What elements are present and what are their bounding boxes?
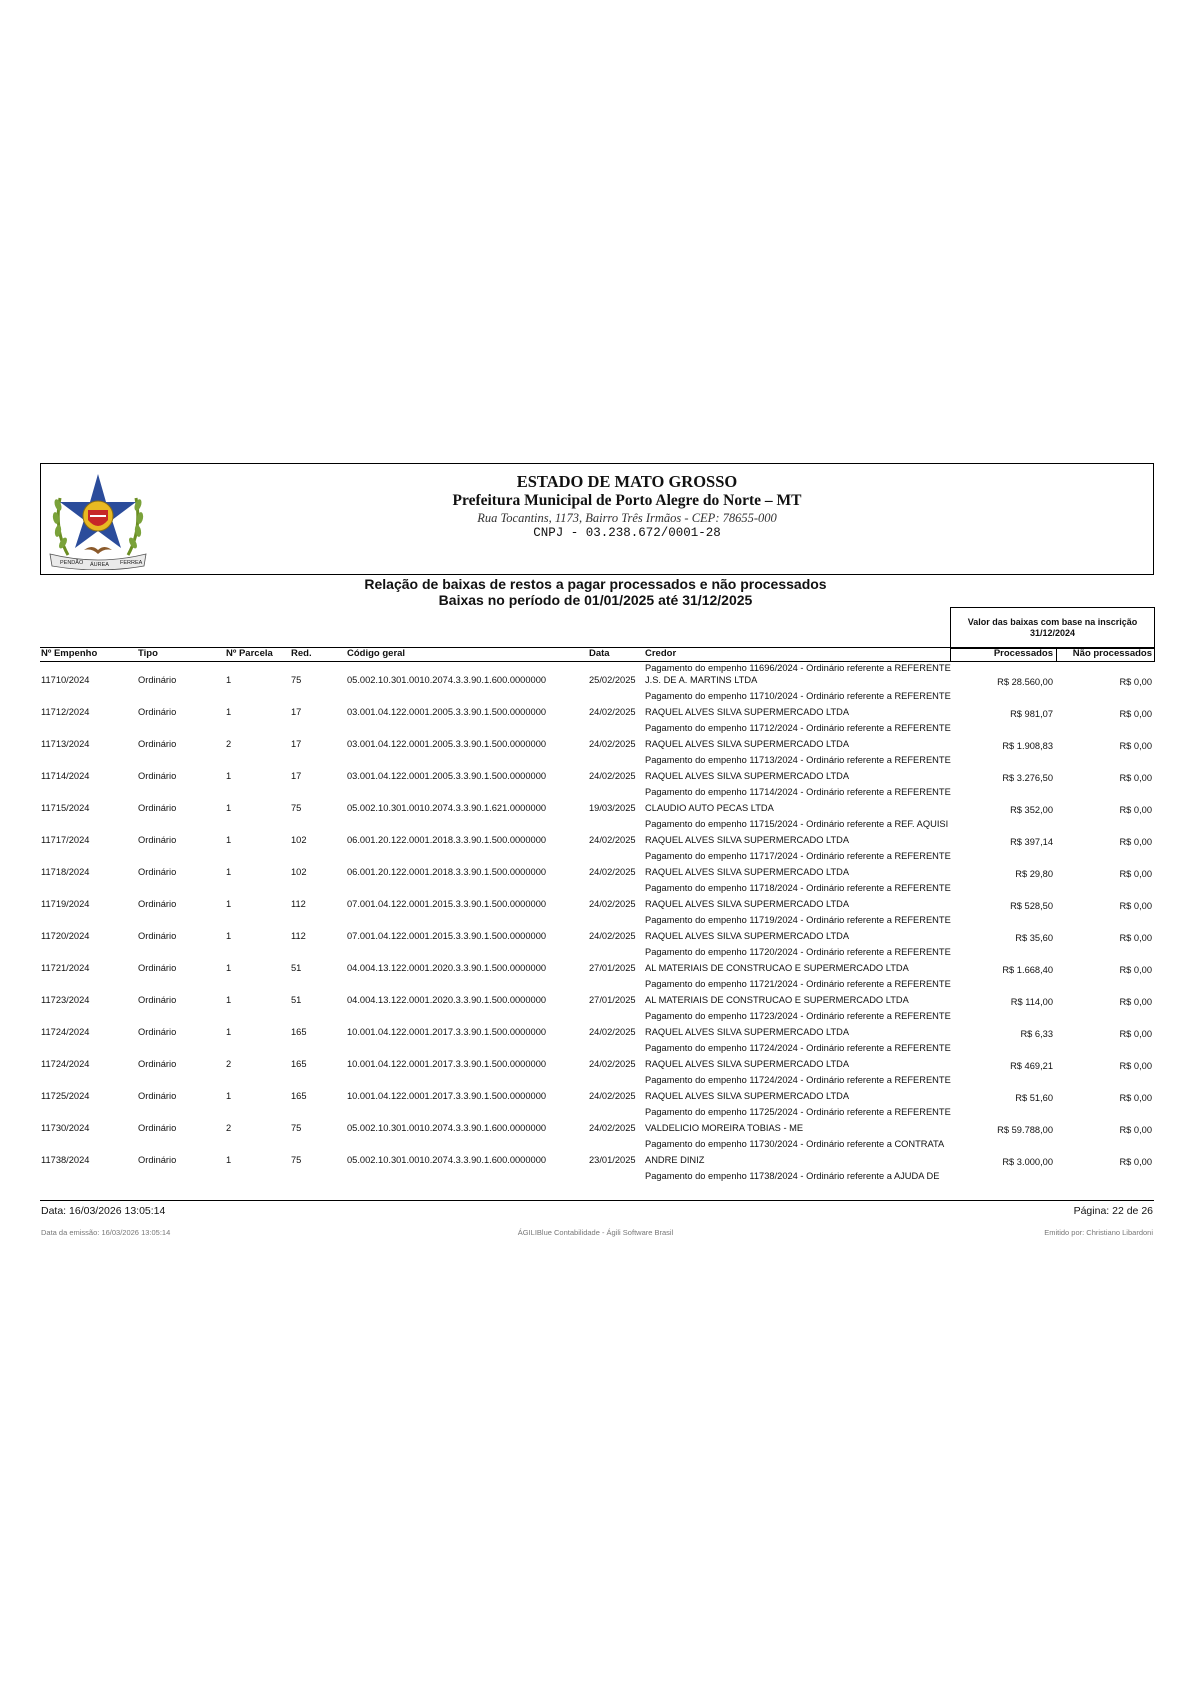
row-data: 25/02/2025: [589, 675, 636, 685]
col-codigo: Código geral: [347, 648, 406, 659]
row-red: 102: [291, 867, 307, 877]
row-parcela: 1: [226, 995, 232, 1005]
row-processados: R$ 28.560,00: [997, 677, 1053, 687]
footer-date: Data: 16/03/2026 13:05:14: [41, 1205, 166, 1217]
row-empenho: 11724/2024: [41, 1027, 90, 1037]
row-processados: R$ 397,14: [1010, 837, 1053, 847]
col-parcela: Nº Parcela: [226, 648, 273, 659]
row-credor: RAQUEL ALVES SILVA SUPERMERCADO LTDA: [645, 707, 850, 717]
row-tipo: Ordinário: [138, 931, 177, 941]
row-nao-processados: R$ 0,00: [1119, 869, 1152, 879]
row-parcela: 1: [226, 835, 232, 845]
row-nao-processados: R$ 0,00: [1119, 1029, 1152, 1039]
row-codigo: 03.001.04.122.0001.2005.3.3.90.1.500.0000000: [347, 739, 547, 749]
row-parcela: 2: [226, 739, 232, 749]
col-separator: [1056, 647, 1057, 662]
prefecture-name: Prefeitura Municipal de Porto Alegre do Norte – MT: [452, 492, 802, 509]
row-nao-processados: R$ 0,00: [1119, 933, 1152, 943]
row-nao-processados: R$ 0,00: [1119, 965, 1152, 975]
row-processados: R$ 6,33: [1020, 1029, 1053, 1039]
row-description: Pagamento do empenho 11710/2024 - Ordinário referente a REFERENTE: [645, 691, 951, 701]
row-red: 17: [291, 739, 302, 749]
row-credor: RAQUEL ALVES SILVA SUPERMERCADO LTDA: [645, 899, 850, 909]
row-description: Pagamento do empenho 11730/2024 - Ordinário referente a CONTRATA: [645, 1139, 945, 1149]
row-tipo: Ordinário: [138, 995, 177, 1005]
row-empenho: 11717/2024: [41, 835, 90, 845]
row-data: 24/02/2025: [589, 1027, 636, 1037]
address: Rua Tocantins, 1173, Bairro Três Irmãos - CEP: 78655-000: [477, 511, 777, 525]
value-box-line2: 31/12/2024: [1029, 628, 1076, 638]
row-codigo: 10.001.04.122.0001.2017.3.3.90.1.500.0000000: [347, 1091, 547, 1101]
row-red: 17: [291, 707, 302, 717]
row-red: 75: [291, 1155, 302, 1165]
row-data: 24/02/2025: [589, 931, 636, 941]
row-description: Pagamento do empenho 11715/2024 - Ordinário referente a REF. AQUISI: [645, 819, 949, 829]
row-red: 75: [291, 803, 302, 813]
row-parcela: 1: [226, 1027, 232, 1037]
row-red: 75: [291, 1123, 302, 1133]
row-nao-processados: R$ 0,00: [1119, 805, 1152, 815]
col-tipo: Tipo: [138, 648, 158, 659]
row-red: 51: [291, 995, 302, 1005]
row-credor: RAQUEL ALVES SILVA SUPERMERCADO LTDA: [645, 931, 850, 941]
row-processados: R$ 1.668,40: [1002, 965, 1053, 975]
row-data: 24/02/2025: [589, 1123, 636, 1133]
row-empenho: 11713/2024: [41, 739, 90, 749]
row-nao-processados: R$ 0,00: [1119, 1157, 1152, 1167]
row-nao-processados: R$ 0,00: [1119, 997, 1152, 1007]
row-empenho: 11710/2024: [41, 675, 90, 685]
row-credor: RAQUEL ALVES SILVA SUPERMERCADO LTDA: [645, 1027, 850, 1037]
row-tipo: Ordinário: [138, 803, 177, 813]
row-codigo: 04.004.13.122.0001.2020.3.3.90.1.500.0000000: [347, 963, 547, 973]
row-tipo: Ordinário: [138, 675, 177, 685]
banner-word-2: ÁUREA: [90, 562, 109, 568]
row-red: 102: [291, 835, 307, 845]
row-empenho: 11721/2024: [41, 963, 90, 973]
row-processados: R$ 3.000,00: [1002, 1157, 1053, 1167]
row-empenho: 11712/2024: [41, 707, 90, 717]
col-separator: [1154, 647, 1155, 662]
row-red: 17: [291, 771, 302, 781]
row-tipo: Ordinário: [138, 1155, 177, 1165]
row-description: Pagamento do empenho 11713/2024 - Ordinário referente a REFERENTE: [645, 755, 951, 765]
row-empenho: 11714/2024: [41, 771, 90, 781]
row-processados: R$ 528,50: [1010, 901, 1053, 911]
row-processados: R$ 3.276,50: [1002, 773, 1053, 783]
row-credor: VALDELICIO MOREIRA TOBIAS - ME: [645, 1123, 804, 1133]
row-description: Pagamento do empenho 11712/2024 - Ordinário referente a REFERENTE: [645, 723, 951, 733]
row-description: Pagamento do empenho 11721/2024 - Ordinário referente a REFERENTE: [645, 979, 951, 989]
row-parcela: 2: [226, 1059, 232, 1069]
footer-page: Página: 22 de 26: [1073, 1205, 1153, 1217]
row-tipo: Ordinário: [138, 899, 177, 909]
row-codigo: 03.001.04.122.0001.2005.3.3.90.1.500.0000000: [347, 707, 547, 717]
row-processados: R$ 981,07: [1010, 709, 1053, 719]
row-nao-processados: R$ 0,00: [1119, 709, 1152, 719]
row-data: 27/01/2025: [589, 963, 636, 973]
banner-word-3: FERREA: [120, 560, 143, 566]
row-data: 24/02/2025: [589, 739, 636, 749]
footer-rule: [40, 1200, 1154, 1201]
row-red: 51: [291, 963, 302, 973]
row-empenho: 11725/2024: [41, 1091, 90, 1101]
row-parcela: 1: [226, 963, 232, 973]
row-data: 19/03/2025: [589, 803, 636, 813]
row-red: 165: [291, 1059, 307, 1069]
row-codigo: 07.001.04.122.0001.2015.3.3.90.1.500.0000000: [347, 899, 547, 909]
col-separator: [950, 647, 951, 662]
row-codigo: 07.001.04.122.0001.2015.3.3.90.1.500.0000000: [347, 931, 547, 941]
row-tipo: Ordinário: [138, 739, 177, 749]
row-red: 165: [291, 1091, 307, 1101]
report-period: Baixas no período de 01/01/2025 até 31/12/2025: [438, 592, 753, 608]
row-processados: R$ 469,21: [1010, 1061, 1053, 1071]
row-tipo: Ordinário: [138, 1059, 177, 1069]
row-data: 24/02/2025: [589, 867, 636, 877]
row-credor: RAQUEL ALVES SILVA SUPERMERCADO LTDA: [645, 1059, 850, 1069]
value-box-header: [950, 607, 1155, 649]
row-data: 24/02/2025: [589, 771, 636, 781]
row-data: 24/02/2025: [589, 1091, 636, 1101]
state-name: ESTADO DE MATO GROSSO: [516, 472, 738, 491]
row-parcela: 1: [226, 931, 232, 941]
row-description: Pagamento do empenho 11719/2024 - Ordinário referente a REFERENTE: [645, 915, 951, 925]
row-description: Pagamento do empenho 11714/2024 - Ordinário referente a REFERENTE: [645, 787, 951, 797]
report-title: Relação de baixas de restos a pagar processados e não processados: [364, 576, 827, 592]
row-processados: R$ 1.908,83: [1002, 741, 1053, 751]
row-codigo: 05.002.10.301.0010.2074.3.3.90.1.600.0000000: [347, 1155, 547, 1165]
row-empenho: 11715/2024: [41, 803, 90, 813]
footer-emission: Data da emissão: 16/03/2026 13:05:14: [41, 1228, 171, 1237]
row-tipo: Ordinário: [138, 1091, 177, 1101]
row-parcela: 1: [226, 803, 232, 813]
row-red: 112: [291, 931, 306, 941]
row-credor: RAQUEL ALVES SILVA SUPERMERCADO LTDA: [645, 867, 850, 877]
row-data: 24/02/2025: [589, 899, 636, 909]
row-description: Pagamento do empenho 11720/2024 - Ordinário referente a REFERENTE: [645, 947, 951, 957]
row-tipo: Ordinário: [138, 963, 177, 973]
row-credor: ANDRE DINIZ: [645, 1155, 705, 1165]
row-processados: R$ 59.788,00: [997, 1125, 1053, 1135]
row-codigo: 03.001.04.122.0001.2005.3.3.90.1.500.0000000: [347, 771, 547, 781]
banner-word-1: PENDÃO: [60, 560, 84, 566]
row-parcela: 1: [226, 707, 232, 717]
col-credor: Credor: [645, 648, 677, 659]
row-description: Pagamento do empenho 11696/2024 - Ordinário referente a REFERENTE: [645, 663, 951, 673]
row-processados: R$ 114,00: [1010, 997, 1053, 1007]
row-nao-processados: R$ 0,00: [1119, 677, 1152, 687]
row-credor: RAQUEL ALVES SILVA SUPERMERCADO LTDA: [645, 1091, 850, 1101]
row-nao-processados: R$ 0,00: [1119, 741, 1152, 751]
row-parcela: 1: [226, 1091, 232, 1101]
row-nao-processados: R$ 0,00: [1119, 773, 1152, 783]
row-codigo: 06.001.20.122.0001.2018.3.3.90.1.500.0000000: [347, 867, 547, 877]
row-red: 165: [291, 1027, 307, 1037]
row-credor: AL MATERIAIS DE CONSTRUCAO E SUPERMERCADO LTDA: [645, 963, 909, 973]
row-tipo: Ordinário: [138, 1123, 177, 1133]
row-tipo: Ordinário: [138, 707, 177, 717]
row-codigo: 06.001.20.122.0001.2018.3.3.90.1.500.0000000: [347, 835, 547, 845]
cnpj: CNPJ - 03.238.672/0001-28: [533, 526, 721, 540]
row-credor: RAQUEL ALVES SILVA SUPERMERCADO LTDA: [645, 739, 850, 749]
row-tipo: Ordinário: [138, 835, 177, 845]
row-tipo: Ordinário: [138, 771, 177, 781]
row-data: 27/01/2025: [589, 995, 636, 1005]
row-data: 24/02/2025: [589, 1059, 636, 1069]
row-description: Pagamento do empenho 11718/2024 - Ordinário referente a REFERENTE: [645, 883, 951, 893]
header-rule-bottom: [40, 661, 1154, 662]
row-processados: R$ 51,60: [1015, 1093, 1053, 1103]
footer-software: ÁGILIBlue Contabilidade - Ágili Software Brasil: [517, 1228, 674, 1237]
row-nao-processados: R$ 0,00: [1119, 1093, 1152, 1103]
row-description: Pagamento do empenho 11724/2024 - Ordinário referente a REFERENTE: [645, 1075, 951, 1085]
row-red: 112: [291, 899, 306, 909]
row-codigo: 05.002.10.301.0010.2074.3.3.90.1.600.0000000: [347, 675, 547, 685]
row-parcela: 2: [226, 1123, 232, 1133]
row-parcela: 1: [226, 675, 232, 685]
row-nao-processados: R$ 0,00: [1119, 1125, 1152, 1135]
row-data: 24/02/2025: [589, 835, 636, 845]
row-nao-processados: R$ 0,00: [1119, 837, 1152, 847]
row-parcela: 1: [226, 867, 232, 877]
row-nao-processados: R$ 0,00: [1119, 901, 1152, 911]
row-codigo: 05.002.10.301.0010.2074.3.3.90.1.621.0000000: [347, 803, 547, 813]
row-description: Pagamento do empenho 11724/2024 - Ordinário referente a REFERENTE: [645, 1043, 951, 1053]
row-data: 24/02/2025: [589, 707, 636, 717]
col-data: Data: [589, 648, 610, 659]
row-credor: AL MATERIAIS DE CONSTRUCAO E SUPERMERCADO LTDA: [645, 995, 909, 1005]
row-nao-processados: R$ 0,00: [1119, 1061, 1152, 1071]
value-box-line1: Valor das baixas com base na inscrição: [967, 617, 1138, 627]
row-empenho: 11724/2024: [41, 1059, 90, 1069]
row-codigo: 04.004.13.122.0001.2020.3.3.90.1.500.0000000: [347, 995, 547, 1005]
row-description: Pagamento do empenho 11725/2024 - Ordinário referente a REFERENTE: [645, 1107, 951, 1117]
row-codigo: 05.002.10.301.0010.2074.3.3.90.1.600.0000000: [347, 1123, 547, 1133]
row-processados: R$ 35,60: [1015, 933, 1053, 943]
row-empenho: 11738/2024: [41, 1155, 90, 1165]
row-tipo: Ordinário: [138, 1027, 177, 1037]
row-empenho: 11720/2024: [41, 931, 90, 941]
row-processados: R$ 29,80: [1015, 869, 1053, 879]
row-empenho: 11730/2024: [41, 1123, 90, 1133]
footer-issued-by: Emitido por: Christiano Libardoni: [1044, 1228, 1153, 1237]
row-credor: RAQUEL ALVES SILVA SUPERMERCADO LTDA: [645, 835, 850, 845]
row-codigo: 10.001.04.122.0001.2017.3.3.90.1.500.0000000: [347, 1027, 547, 1037]
row-data: 23/01/2025: [589, 1155, 636, 1165]
col-red: Red.: [291, 648, 312, 659]
row-credor: RAQUEL ALVES SILVA SUPERMERCADO LTDA: [645, 771, 850, 781]
row-empenho: 11723/2024: [41, 995, 90, 1005]
row-empenho: 11718/2024: [41, 867, 90, 877]
header-text: [41, 472, 1153, 541]
row-parcela: 1: [226, 899, 232, 909]
row-description: Pagamento do empenho 11738/2024 - Ordinário referente a AJUDA DE: [645, 1171, 940, 1181]
row-processados: R$ 352,00: [1010, 805, 1053, 815]
row-empenho: 11719/2024: [41, 899, 90, 909]
col-processados: Processados: [993, 648, 1053, 659]
row-description: Pagamento do empenho 11723/2024 - Ordinário referente a REFERENTE: [645, 1011, 951, 1021]
row-parcela: 1: [226, 771, 232, 781]
row-credor: CLAUDIO AUTO PECAS LTDA: [645, 803, 774, 813]
row-credor: J.S. DE A. MARTINS LTDA: [645, 675, 758, 685]
row-codigo: 10.001.04.122.0001.2017.3.3.90.1.500.0000000: [347, 1059, 547, 1069]
col-nao-processados: Não processados: [1072, 648, 1152, 659]
row-description: Pagamento do empenho 11717/2024 - Ordinário referente a REFERENTE: [645, 851, 951, 861]
col-empenho: Nº Empenho: [41, 648, 98, 659]
header-box: [40, 463, 1154, 575]
row-tipo: Ordinário: [138, 867, 177, 877]
row-parcela: 1: [226, 1155, 232, 1165]
row-red: 75: [291, 675, 302, 685]
